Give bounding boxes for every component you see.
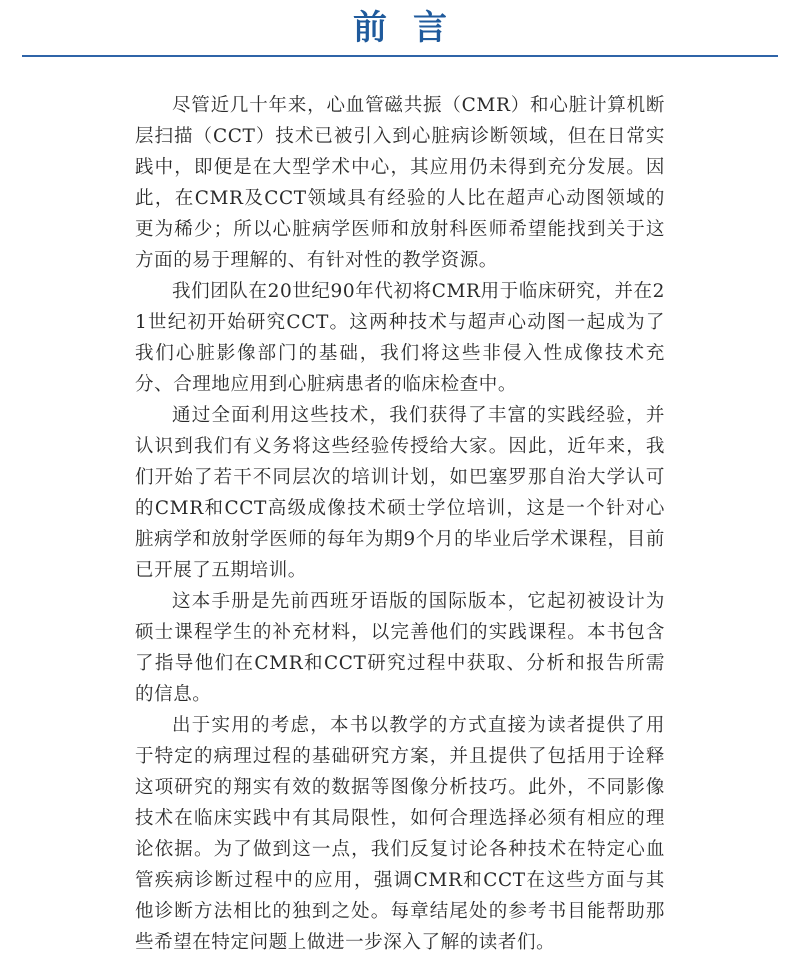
paragraph-3: 通过全面利用这些技术，我们获得了丰富的实践经验，并认识到我们有义务将这些经验传授给大家。因此，近年来，我们开始了若干不同层次的培训计划，如巴塞罗那自治大学认可的CMR和CCT高级成像技术硕士学位培训，这是一个针对心脏病学和放射学医师的每年为期9个月的毕业后学术课程，目前已开展了五期培训。 — [135, 405, 665, 581]
paragraph-4: 这本手册是先前西班牙语版的国际版本，它起初被设计为硕士课程学生的补充材料，以完善他们的实践课程。本书包含了指导他们在CMR和CCT研究过程中获取、分析和报告所需的信息。 — [135, 591, 665, 705]
preface-body — [135, 90, 665, 958]
paragraph-2: 我们团队在20世纪90年代初将CMR用于临床研究，并在21世纪初开始研究CCT。这两种技术与超声心动图一起成为了我们心脏影像部门的基础，我们将这些非侵入性成像技术充分、合理地应用到心脏病患者的临床检查中。 — [135, 281, 665, 395]
paragraph-5: 出于实用的考虑，本书以教学的方式直接为读者提供了用于特定的病理过程的基础研究方案，并且提供了包括用于诠释这项研究的翔实有效的数据等图像分析技巧。此外，不同影像技术在临床实践中有其局限性，如何合理选择必须有相应的理论依据。为了做到这一点，我们反复讨论各种技术在特定心血管疾病诊断过程中的应用，强调CMR和CCT在这些方面与其他诊断方法相比的独到之处。每章结尾处的参考书目能帮助那些希望在特定问题上做进一步深入了解的读者们。 — [135, 715, 665, 953]
page-title: 前言 — [353, 8, 473, 48]
paragraph-1: 尽管近几十年来，心血管磁共振（CMR）和心脏计算机断层扫描（CCT）技术已被引入到心脏病诊断领域，但在日常实践中，即便是在大型学术中心，其应用仍未得到充分发展。因此，在CMR及CCT领域具有经验的人比在超声心动图领域的更为稀少；所以心脏病学医师和放射科医师希望能找到关于这方面的易于理解的、有针对性的教学资源。 — [135, 95, 665, 271]
title-divider — [22, 55, 778, 57]
